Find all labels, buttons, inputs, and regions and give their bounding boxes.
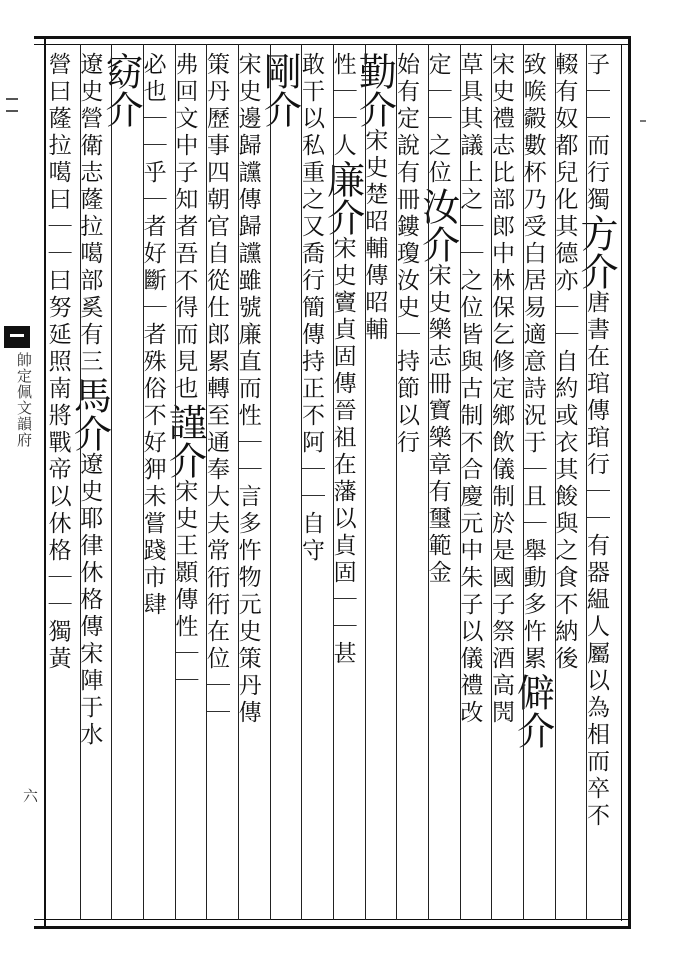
text-column: [573, 52, 618, 916]
column-text: 宋史邊歸讜傳歸讜雖號廉直而性｜｜言多忤物元史策丹傳: [234, 52, 261, 727]
column-text: 弗回文中子知者吾不得而見也: [171, 52, 198, 403]
column-headword: 剛介: [257, 52, 302, 128]
column-text: 營曰蕯拉噶曰｜｜曰努延照: [44, 52, 71, 376]
column-text: 宋史樂志冊寶樂章有璽範金: [424, 263, 451, 587]
column-divider: [175, 44, 176, 920]
column-text: 遼史營衛志蕯拉噶部奚有三: [76, 52, 103, 376]
column-divider: [365, 44, 366, 920]
column-divider: [428, 44, 429, 920]
column-text: 定｜｜之位: [424, 52, 451, 187]
frame-right-rule: [628, 36, 631, 929]
column-text: 始有定說: [392, 52, 419, 160]
text-column: [44, 52, 78, 916]
margin-folio-number: 六: [21, 788, 39, 803]
column-headword: 窈介: [98, 52, 143, 128]
column-divider: [396, 44, 397, 920]
column-text: 有冊鏤瓊汝史｜持節以行: [392, 160, 419, 457]
frame-bottom-rule: [34, 926, 630, 929]
text-column: [98, 52, 143, 916]
column-text: 不好狎未嘗踐市肆: [139, 403, 166, 619]
column-headword: 謹介: [162, 403, 207, 479]
text-column: [234, 52, 268, 916]
column-text: 重之又喬行簡傳持正不阿｜｜自守: [297, 160, 324, 565]
column-text: 唐書在琯傳琯行｜｜有器緼人屬以為相而卒不: [582, 290, 609, 830]
column-text: 宋史王顥傳性｜｜: [171, 479, 198, 695]
column-headword: 汝介: [415, 187, 460, 263]
column-divider: [523, 44, 524, 920]
text-column: [320, 52, 365, 916]
column-divider: [586, 44, 587, 920]
column-text: 子｜｜而行獨: [582, 52, 609, 214]
column-text: 必也｜｜乎｜者好斷｜者殊俗: [139, 52, 166, 403]
text-column: [456, 52, 490, 916]
frame-right-inner-rule: [621, 44, 622, 921]
column-text: 宋史竇貞固傳晉祖在藩以貞固｜｜甚: [329, 236, 356, 668]
text-column: [415, 52, 460, 916]
column-headword: 勤介: [352, 52, 397, 128]
column-text: 遼史耶律休格傳宋陣于水: [76, 452, 103, 749]
column-text: 性｜｜人: [329, 52, 356, 160]
text-column: [392, 52, 426, 916]
frame-top-inner-rule: [34, 44, 630, 45]
column-text: 輟有奴都兒化其德亦｜｜自約或衣其餕與之食不納後: [551, 52, 578, 673]
column-headword: 方介: [573, 214, 618, 290]
column-headword: 馬介: [67, 376, 112, 452]
column-divider: [270, 44, 271, 920]
column-text: 草具其議上之｜｜之位皆與古制不合慶元中朱子以儀禮改: [456, 52, 483, 727]
text-column: [162, 52, 207, 916]
column-text: 策丹歷事四朝官自從仕郎累轉至通奉大夫常衎衎在位｜｜: [202, 52, 229, 727]
column-text: 南將戰帝以休格｜｜獨黃: [44, 376, 71, 673]
column-divider: [111, 44, 112, 920]
text-column: [551, 52, 585, 916]
crop-mark: [6, 98, 18, 112]
text-column: [139, 52, 173, 916]
margin-book-title: 帥定佩文韻府: [15, 352, 33, 448]
column-headword: 廉介: [320, 160, 365, 236]
text-column: [202, 52, 236, 916]
column-headword: 僻介: [510, 673, 555, 749]
column-divider: [238, 44, 239, 920]
text-column: [257, 52, 302, 916]
column-text: 宋史禮志比部郎中林保乞修定鄉飲儀制於是國子祭酒高閌: [487, 52, 514, 727]
text-column: [487, 52, 521, 916]
column-divider: [301, 44, 302, 920]
column-divider: [460, 44, 461, 920]
column-divider: [80, 44, 81, 920]
text-column: [67, 52, 112, 916]
text-column: [297, 52, 331, 916]
column-divider: [206, 44, 207, 920]
frame-bottom-inner-rule: [34, 919, 630, 920]
column-divider: [143, 44, 144, 920]
ink-speck: [640, 120, 646, 122]
column-text: 致㗋㲉數杯乃受白居易適意詩況于｜且｜舉動多忤累: [519, 52, 546, 673]
column-divider: [333, 44, 334, 920]
fish-tail-mark-icon: [4, 326, 30, 348]
text-column: [352, 52, 397, 916]
text-column: [510, 52, 555, 916]
column-text: 宋史楚昭輔傳昭輔: [361, 128, 388, 344]
frame-top-rule: [34, 36, 630, 39]
column-divider: [555, 44, 556, 920]
column-text: 敢干以私: [297, 52, 324, 160]
column-divider: [491, 44, 492, 920]
